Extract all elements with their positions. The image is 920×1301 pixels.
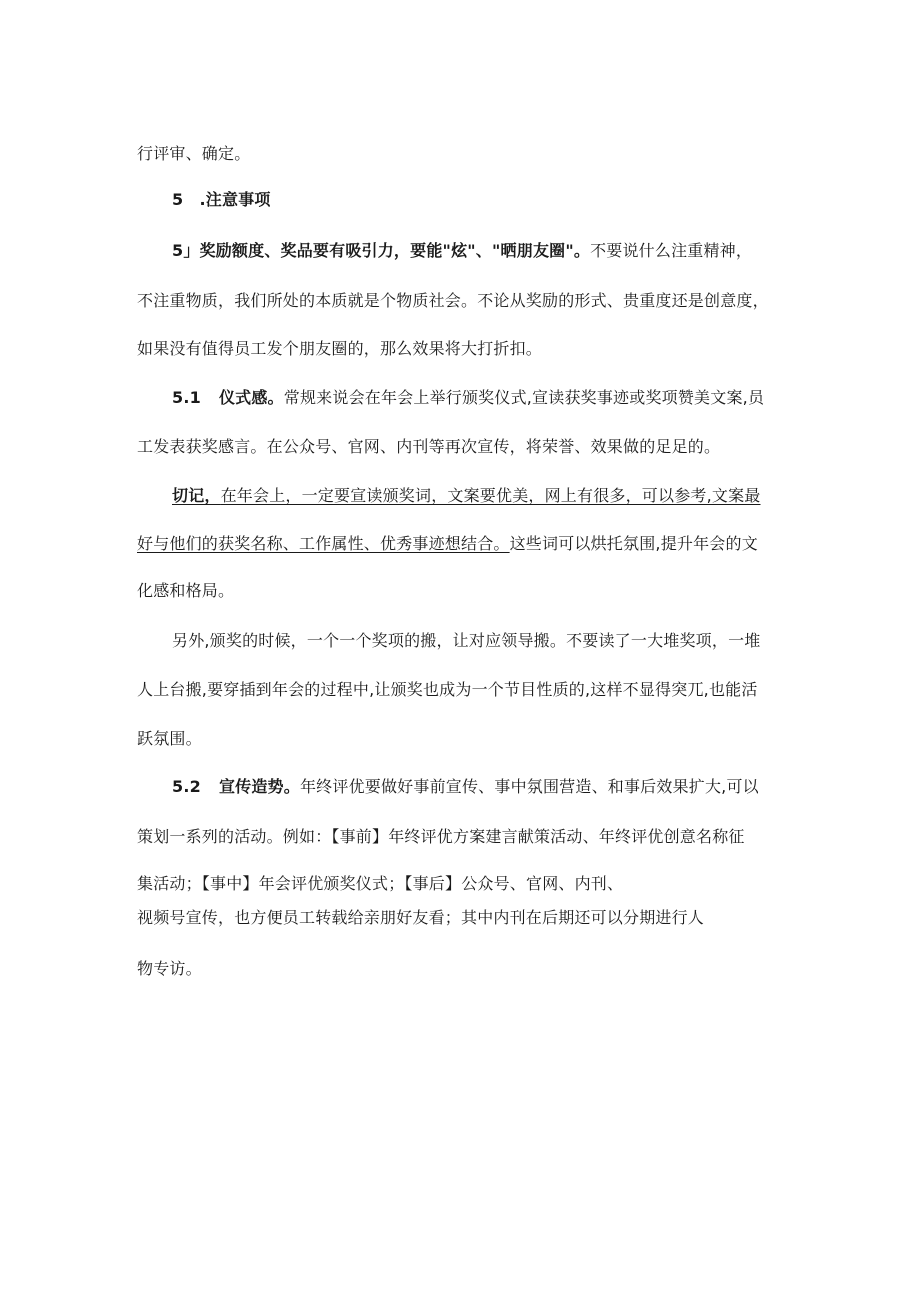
paragraph-line: 物专访。 — [137, 959, 202, 978]
text-span: 不要说什么注重精神， — [590, 241, 753, 260]
underlined-span: 好与他们的获奖名称、工作属性、优秀事迹想结合。 — [137, 534, 510, 553]
subsection-line — [172, 387, 764, 409]
subsection-title: 仪式感。 — [218, 388, 284, 407]
note-line — [137, 533, 758, 555]
text-span: 在年会上，一定要宣读颁奖词，文案要优美，网上有很多，可以参考,文案最 — [220, 486, 761, 505]
text-span: 这些词可以烘托氛围,提升年会的文 — [509, 534, 758, 553]
paragraph-line: 如果没有值得员工发个朋友圈的，那么效果将大打折扣。 — [137, 339, 543, 358]
bold-lead: 5」奖励额度、奖品要有吸引力，要能"炫"、"晒朋友圈"。 — [172, 241, 591, 260]
paragraph-line — [172, 240, 752, 262]
text-line: 行评审、确定。 — [137, 144, 251, 163]
paragraph-line: 不注重物质，我们所处的本质就是个物质社会。不论从奖励的形式、贵重度还是创意度， — [137, 291, 769, 310]
section-heading: 5 .注意事项 — [172, 190, 271, 209]
paragraph-line: 化感和格局。 — [137, 581, 235, 600]
subsection-title: 宣传造势。 — [218, 777, 300, 796]
paragraph-line: 人上台搬,要穿插到年会的过程中,让颁奖也成为一个节目性质的,这样不显得突兀,也能活 — [137, 680, 758, 699]
paragraph-line: 另外,颁奖的时候，一个一个奖项的搬，让对应领导搬。不要读了一大堆奖项，一堆 — [172, 631, 761, 650]
paragraph-line: 工发表获奖感言。在公众号、官网、内刊等再次宣传，将荣誉、效果做的足足的。 — [137, 437, 721, 456]
text-span: 年终评优要做好事前宣传、事中氛围营造、和事后效果扩大,可以 — [299, 777, 759, 796]
subsection-number: 5.2 — [172, 777, 201, 796]
paragraph-line: 视频号宣传，也方便员工转载给亲朋好友看；其中内刊在后期还可以分期进行人 — [137, 908, 705, 927]
subsection-line — [172, 776, 759, 798]
text-span: 常规来说会在年会上举行颁奖仪式,宣读获奖事迹或奖项赞美文案,员 — [283, 388, 765, 407]
paragraph-line: 策划一系列的活动。例如：【事前】年终评优方案建言献策活动、年终评优创意名称征 — [137, 827, 745, 846]
paragraph-line: 集活动；【事中】年会评优颁奖仪式；【事后】公众号、官网、内刊、 — [137, 874, 624, 893]
note-lead: 切记， — [172, 486, 221, 505]
note-line — [172, 485, 761, 507]
paragraph-line: 跃氛围。 — [137, 729, 202, 748]
subsection-number: 5.1 — [172, 388, 201, 407]
